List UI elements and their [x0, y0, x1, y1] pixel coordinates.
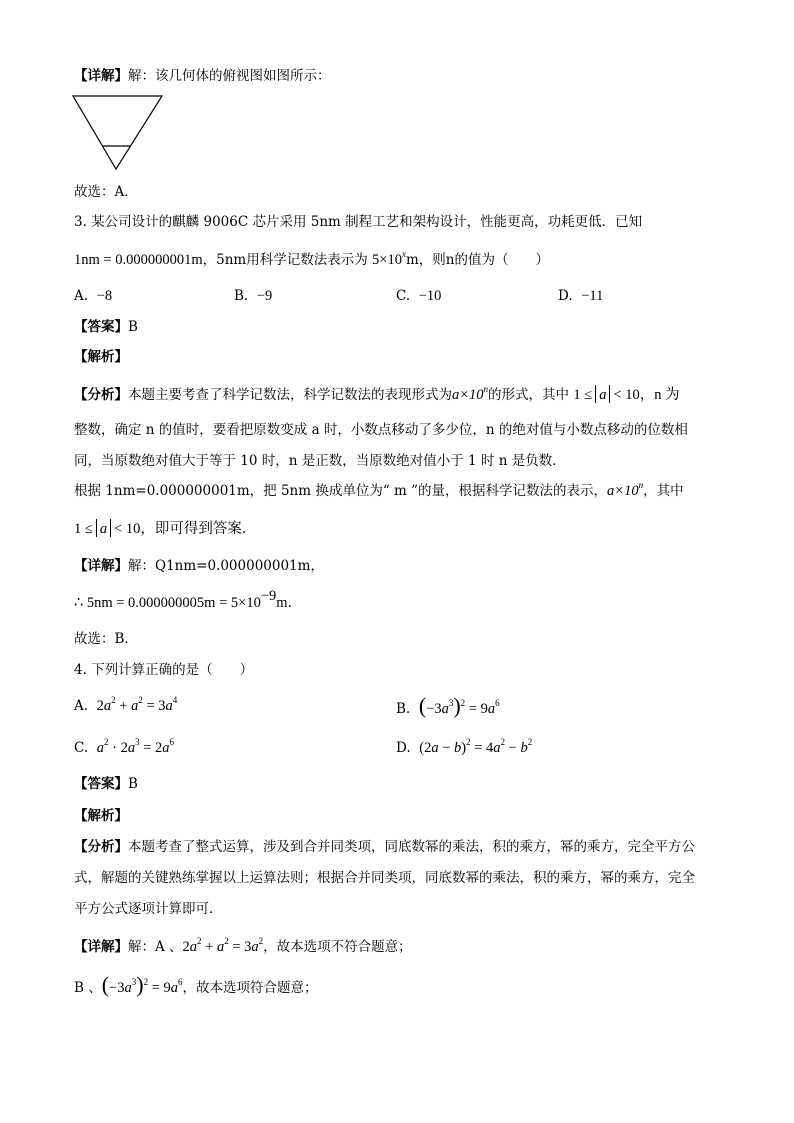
q3-option-a: A. −8 [74, 288, 113, 304]
q3-answer: 【答案】B [74, 319, 138, 335]
q4-fenxi-line2: 式，解题的关键熟练掌握以上运算法则；根据合并同类项，同底数幂的乘法，积的乘方，幂的乘方，完全 [74, 870, 695, 886]
q3-stem-line2 [74, 251, 549, 269]
top-view-figure [72, 94, 164, 172]
q3-stem-line1 [74, 213, 642, 231]
detail-line [74, 67, 331, 85]
q3-fenxi-line3: 同，当原数绝对值大于等于 10 时，n 是正数，当原数绝对值小于 1 时 n 是负数． [74, 453, 566, 469]
q3-fenxi-line4: 根据 1nm=0.000000001m，把 5nm 换成单位为“ m ”的量，根据科学记数法的表示，$a\times 10^n$，其中 [74, 480, 684, 499]
q3-number: 3. [74, 214, 87, 230]
q4-answer: 【答案】B [74, 776, 138, 792]
q3-nm-equation: 1nm = 0.000000001m [74, 252, 203, 268]
q4-option-d: D. $(2a - b)^2 = 4a^2 - b^2$ [396, 737, 533, 756]
q4-stem: 4. 下列计算正确的是（ ） [74, 662, 254, 678]
q3-fenxi-line1: 【分析】本题主要考查了科学记数法，科学记数法的表现形式为$a\times 10^n$的形式，其中 1 ≤ a < 10，n 为 [74, 384, 680, 403]
q3-option-d: D. −11 [558, 288, 604, 304]
q3-fenxi-line5: 1 ≤ a < 10，即可得到答案． [74, 521, 257, 537]
q3-detail-line1: 【详解】解：Q1nm=0.000000001m， [74, 558, 324, 574]
q3-option-b: B. −9 [234, 288, 273, 304]
q4-option-b: B. $(-3a^3)^2 = 9a^6$ [396, 693, 500, 718]
q3-fenxi-line2: 整数，确定 n 的值时，要看把原数变成 a 时，小数点移动了多少位，n 的绝对值与小数点移动的位数相 [74, 422, 688, 438]
q4-fenxi-line1: 【分析】本题考查了整式运算，涉及到合并同类项，同底数幂的乘法，积的乘方，幂的乘方，完全平方公 [74, 839, 695, 855]
q4-option-c: C. $a^2 \cdot 2a^3 = 2a^6$ [74, 737, 175, 756]
q4-detail-line1: 【详解】解：A 、$2a^2 + a^2 = 3a^2$，故本选项不符合题意； [74, 936, 412, 955]
q3-analysis-tag: 【解析】 [74, 349, 128, 365]
q4-fenxi-line3: 平方公式逐项计算即可． [74, 901, 223, 917]
q4-detail-line2: B 、$(-3a^3)^2 = 9a^6$，故本选项符合题意； [74, 972, 318, 997]
q3-stem-mid: ，5nm用科学记数法表示为 [202, 252, 368, 268]
q4-option-a: A. $2a^2 + a^2 = 3a^4$ [74, 695, 178, 714]
q3-stem-text: 某公司设计的麒麟 9006C 芯片采用 5nm 制程工艺和架构设计，性能更高，功耗更低．已知 [91, 214, 643, 230]
q3-detail-line2: ∴ $5nm = 0.000000005m = 5\times 10^{-9}m$． [74, 588, 303, 611]
detail-text: 解：该几何体的俯视图如图所示： [128, 68, 331, 84]
detail-tag: 【详解】 [74, 68, 128, 84]
q3-option-c: C. −10 [396, 288, 442, 304]
q3-sci-expr: $5\times 10^x$ [372, 249, 406, 268]
block1-answer: 故选：A． [74, 184, 138, 200]
q4-analysis-tag: 【解析】 [74, 808, 128, 824]
q3-conclusion: 故选：B． [74, 631, 138, 647]
q3-stem-end: m，则n的值为（ ） [405, 252, 549, 268]
